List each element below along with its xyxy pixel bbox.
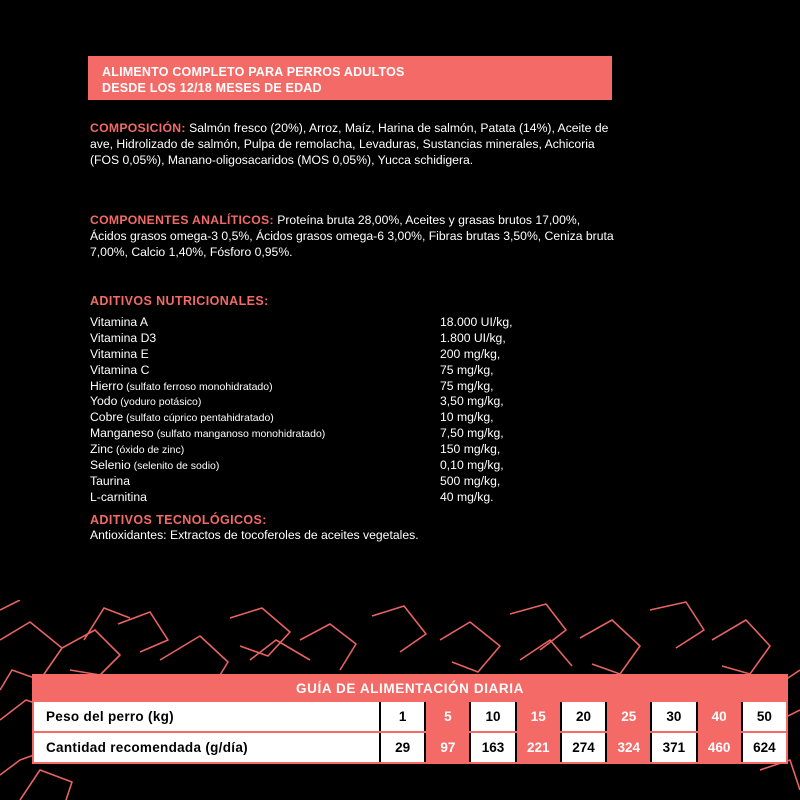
additive-name	[90, 490, 147, 506]
additive-name-text: Yodo	[90, 394, 118, 409]
dog-weight-label: Peso del perro (kg)	[34, 702, 379, 731]
additive-name-text: Vitamina C	[90, 362, 150, 377]
technological-additives-text: Antioxidantes: Extractos de tocoferoles de aceites vegetales.	[90, 528, 419, 542]
dog-weight-cell: 5	[424, 702, 469, 731]
dog-weight-cell: 20	[560, 702, 605, 731]
nutritional-additive-row	[90, 379, 550, 395]
analytical-components-label: COMPONENTES ANALÍTICOS:	[90, 213, 274, 227]
analytical-components-text: Proteína bruta 28,00%, Aceites y grasas brutos 17,00%, Ácidos grasos omega-3 0,5%, Ácidos grasos omega-6 3,00%, Fibras brutas 3,50%, Ceniza bruta 7,00%, Calcio 1,40%, Fósforo 0,95%.	[90, 213, 614, 259]
additive-value: 75 mg/kg,	[440, 378, 494, 393]
composition-section	[90, 121, 620, 168]
recommended-amount-cell: 371	[650, 733, 695, 762]
dog-weight-cell: 15	[515, 702, 560, 731]
additive-value: 18.000 UI/kg,	[440, 315, 513, 329]
additive-source: (yoduro potásico)	[117, 396, 202, 409]
additive-name	[90, 331, 156, 347]
analytical-components-section	[90, 213, 620, 260]
dog-weight-cell: 30	[650, 702, 695, 731]
additive-value: 3,50 mg/kg,	[440, 394, 504, 409]
nutritional-additive-row	[90, 331, 550, 347]
recommended-amount-cell: 163	[469, 733, 514, 762]
additive-source: (óxido de zinc)	[113, 444, 185, 457]
additive-name	[90, 379, 273, 396]
composition-label: COMPOSICIÓN:	[90, 121, 186, 135]
recommended-amount-cell: 324	[605, 733, 650, 762]
dog-weight-cell: 40	[696, 702, 741, 731]
additive-name-text: Selenio	[90, 458, 131, 473]
additive-value: 10 mg/kg,	[440, 410, 494, 425]
additive-source: (sulfato cúprico pentahidratado)	[123, 412, 274, 425]
nutritional-additive-row	[90, 490, 550, 506]
recommended-amount-cell: 624	[741, 733, 786, 762]
additive-value: 1.800 UI/kg,	[440, 330, 506, 345]
recommended-amount-cell: 97	[424, 733, 469, 762]
nutritional-additive-row	[90, 394, 550, 410]
additive-name	[90, 410, 274, 427]
dog-weight-cell: 10	[469, 702, 514, 731]
nutritional-additive-row	[90, 442, 550, 458]
additive-name-text: L-carnitina	[90, 489, 147, 504]
additive-name-text: Vitamina D3	[90, 330, 157, 345]
dog-weight-cell: 50	[741, 702, 786, 731]
composition-text: Salmón fresco (20%), Arroz, Maíz, Harina de salmón, Patata (14%), Aceite de ave, Hidrolizado de salmón, Pulpa de remolacha, Levaduras, Sustancias minerales, Achicoria (FOS 0,05%), Manano-oligosacaridos (MOS 0,05%), Yucca schidigera.	[90, 121, 609, 167]
product-banner	[88, 56, 612, 100]
nutritional-additives-heading: ADITIVOS NUTRICIONALES:	[90, 294, 269, 308]
dog-weight-cell: 25	[605, 702, 650, 731]
additive-value: 500 mg/kg,	[440, 473, 501, 488]
recommended-amount-label: Cantidad recomendada (g/día)	[34, 733, 379, 762]
feeding-guide-title: GUÍA DE ALIMENTACIÓN DIARIA	[34, 676, 786, 702]
additive-source: (sulfato ferroso monohidratado)	[123, 380, 273, 393]
nutritional-additive-row	[90, 458, 550, 474]
nutritional-additive-row	[90, 474, 550, 490]
additive-value: 75 mg/kg,	[440, 362, 494, 377]
additive-value: 150 mg/kg,	[440, 442, 501, 457]
additive-source: (selenito de sodio)	[130, 460, 220, 473]
additive-name	[90, 394, 201, 411]
banner-line-2: DESDE LOS 12/18 MESES DE EDAD	[102, 81, 322, 95]
additive-name	[90, 315, 148, 331]
additive-name-text: Zinc	[90, 442, 114, 457]
additive-name	[90, 458, 219, 475]
nutritional-additives-list	[90, 315, 550, 506]
recommended-amount-cell: 221	[515, 733, 560, 762]
additive-name-text: Cobre	[90, 410, 124, 425]
recommended-amount-row	[34, 731, 786, 762]
additive-value: 200 mg/kg,	[440, 346, 501, 361]
additive-name	[90, 426, 325, 443]
additive-name-text: Vitamina E	[90, 346, 149, 361]
additive-name	[90, 363, 149, 379]
additive-name	[90, 474, 130, 490]
nutritional-additive-row	[90, 315, 550, 331]
additive-name-text: Hierro	[90, 378, 124, 393]
additive-name	[90, 347, 149, 363]
dog-weight-cell: 1	[379, 702, 424, 731]
additive-value: 40 mg/kg.	[440, 489, 494, 504]
recommended-amount-cell: 460	[696, 733, 741, 762]
feeding-guide-table	[32, 674, 788, 764]
nutritional-additive-row	[90, 410, 550, 426]
additive-name-text: Manganeso	[90, 426, 154, 441]
additive-value: 0,10 mg/kg,	[440, 458, 504, 473]
recommended-amount-cell: 29	[379, 733, 424, 762]
dog-weight-row	[34, 702, 786, 731]
additive-source: (sulfato manganoso monohidratado)	[153, 428, 326, 441]
technological-additives-heading: ADITIVOS TECNOLÓGICOS:	[90, 513, 267, 527]
nutritional-additive-row	[90, 426, 550, 442]
banner-line-1: ALIMENTO COMPLETO PARA PERROS ADULTOS	[102, 65, 405, 79]
nutritional-additive-row	[90, 363, 550, 379]
additive-name	[90, 442, 184, 459]
additive-value: 7,50 mg/kg,	[440, 426, 504, 441]
nutritional-additive-row	[90, 347, 550, 363]
recommended-amount-cell: 274	[560, 733, 605, 762]
additive-name-text: Taurina	[90, 473, 130, 488]
additive-name-text: Vitamina A	[90, 315, 149, 329]
